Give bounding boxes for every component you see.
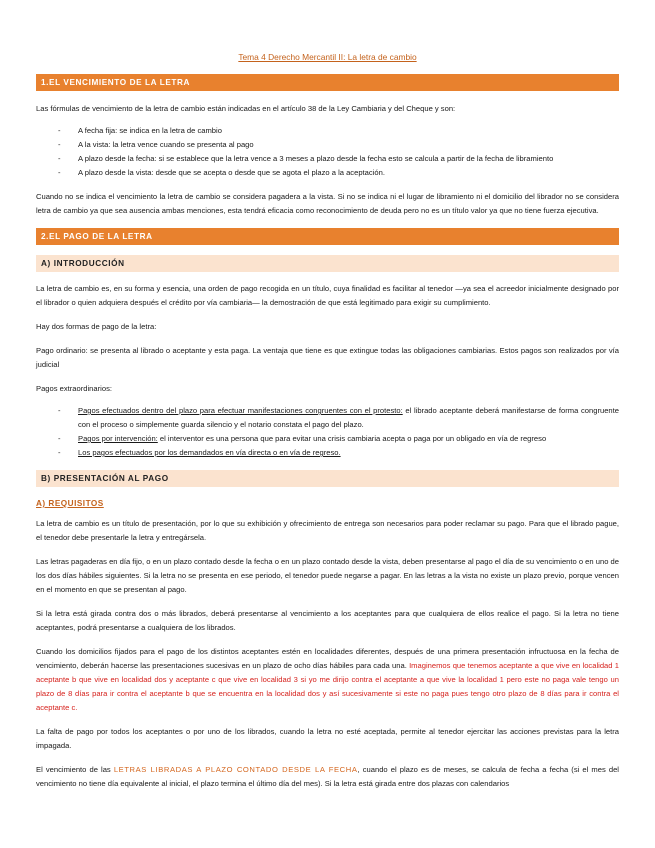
requisitos-paragraph-2: Las letras pagaderas en día fijo, o en un plazo contado desde la fecha o en un plazo contado desde la vista, deben presentarse al pago el día de su vencimiento o en uno de los dos días hábiles siguientes. Si la letra no se presenta en ese periodo, el tenedor puede negarse a pagar. En las letras a la vista no existe un plazo previo, porque vencen en el momento en que se presentan al pago. <box>36 557 619 594</box>
introduccion-paragraph: La letra de cambio es, en su forma y esencia, una orden de pago recogida en un título, cuya finalidad es facilitar al tenedor —ya sea el acreedor inicialmente designado por el librador o quien adquiera después el crédito por vía cambiaria— la demostración de que está legitimado para exigir su cumplimiento. <box>36 284 619 307</box>
pagos-extraordinarios-list <box>36 404 619 460</box>
list-item: - A fecha fija: se indica en la letra de cambio <box>36 124 619 138</box>
document-title: Tema 4 Derecho Mercantil II: La letra de cambio <box>238 52 417 62</box>
subsection-heading-introduccion: A) INTRODUCCIÓN <box>36 255 619 272</box>
paragraph-text: Cuando los domicilios fijados para el pago de los distintos aceptantes estén en localidades diferentes, después de una primera presentación infructuosa en la fecha de vencimiento, deberán hacerse las presentaciones sucesivas en un plazo de ocho días hábiles para cada una. <box>36 647 619 670</box>
list-item-text: el librado aceptante deberá manifestarse de forma congruente con el proceso o simplemente guarda silencio y el notario constata el pago del plazo. <box>78 406 619 429</box>
vencimiento-intro: Las fórmulas de vencimiento de la letra de cambio están indicadas en el artículo 38 de la Ley Cambiaria y del Cheque y son: <box>36 104 456 113</box>
list-item <box>36 446 619 460</box>
list-item-term: Pagos por intervención: <box>78 434 158 443</box>
paragraph-text: El vencimiento de las <box>36 765 114 774</box>
example-text: Imaginemos que tenemos aceptante a que vive en localidad 1 aceptante b que vive en localidad dos y aceptante c que vive en localidad 3 si yo me dirijo contra el aceptante a que vive la localidad 1 pero este no paga vale tengo un plazo de 8 días para ir contra el aceptante b que se encuentra en la localidad dos y así sucesivamente si este no paga pues tengo otro plazo de 8 días para ir contra el aceptante c. <box>36 661 619 712</box>
vencimiento-note: Cuando no se indica el vencimiento la letra de cambio se considera pagadera a la vista. Si no se indica ni el lugar de libramiento ni el domicilio del librador no se considera letra de cambio ya que sea ausencia ambas menciones, esta tendrá eficacia como reconocimiento de deuda pero no es un título valor ya que no tiene fuerza ejecutiva. <box>36 192 619 215</box>
subsection-heading-presentacion: B) PRESENTACIÓN AL PAGO <box>36 470 619 487</box>
list-item-term: Los pagos efectuados por los demandados en vía directa o en vía de regreso. <box>78 448 341 457</box>
vencimiento-list <box>36 124 619 180</box>
list-item <box>36 404 619 432</box>
requisitos-paragraph-6 <box>36 763 619 791</box>
section-heading-vencimiento: 1.EL VENCIMIENTO DE LA LETRA <box>36 74 619 91</box>
section-heading-pago: 2.EL PAGO DE LA LETRA <box>36 228 619 245</box>
list-item <box>36 432 619 446</box>
highlighted-term: LETRAS LIBRADAS A PLAZO CONTADO DESDE LA FECHA <box>113 765 358 774</box>
list-item: - A plazo desde la fecha: si se establece que la letra vence a 3 meses a plazo desde la fecha esto se calcula a partir de la fecha de libramiento <box>36 152 619 166</box>
pago-ordinario-paragraph: Pago ordinario: se presenta al librado o aceptante y esta paga. La ventaja que tiene es que extingue todas las obligaciones cambiarias. Estos pagos son realizados por vía judicial <box>36 346 619 369</box>
requisitos-paragraph-1: La letra de cambio es un título de presentación, por lo que su exhibición y ofrecimiento de entrega son necesarios para poder reclamar su pago. Para que el librado pague, el tenedor debe presentarle la letra y entregársela. <box>36 519 619 542</box>
list-item: - A plazo desde la vista: desde que se acepta o desde que se agota el plazo a la aceptación. <box>36 166 619 180</box>
list-item-term: Pagos efectuados dentro del plazo para efectuar manifestaciones congruentes con el protesto: <box>78 406 403 415</box>
pagos-extraordinarios-label: Pagos extraordinarios: <box>36 384 112 393</box>
requisitos-paragraph-3: Si la letra está girada contra dos o más librados, deberá presentarse al vencimiento a los aceptantes para que cualquiera de ellos realice el pago. Si la letra no tiene aceptantes, podrá presentarse a cualquiera de los librados. <box>36 609 619 632</box>
formas-pago-paragraph: Hay dos formas de pago de la letra: <box>36 322 157 331</box>
requisitos-heading: A) REQUISITOS <box>36 499 104 508</box>
requisitos-paragraph-4 <box>36 645 619 715</box>
list-item: - A la vista: la letra vence cuando se presenta al pago <box>36 138 619 152</box>
paragraph-text: , cuando el plazo es de meses, se calcula de fecha a fecha (si el mes del vencimiento no tiene día equivalente al inicial, el plazo termina el último día del mes). Si la letra está girada entre dos plazas con calendarios <box>36 765 619 788</box>
requisitos-paragraph-5: La falta de pago por todos los aceptantes o por uno de los librados, cuando la letra no esté aceptada, permite al tenedor ejercitar las acciones previstas para la letra impagada. <box>36 727 619 750</box>
list-item-text: el interventor es una persona que para evitar una crisis cambiaria acepta o paga por un obligado en vía de regreso <box>157 434 547 443</box>
